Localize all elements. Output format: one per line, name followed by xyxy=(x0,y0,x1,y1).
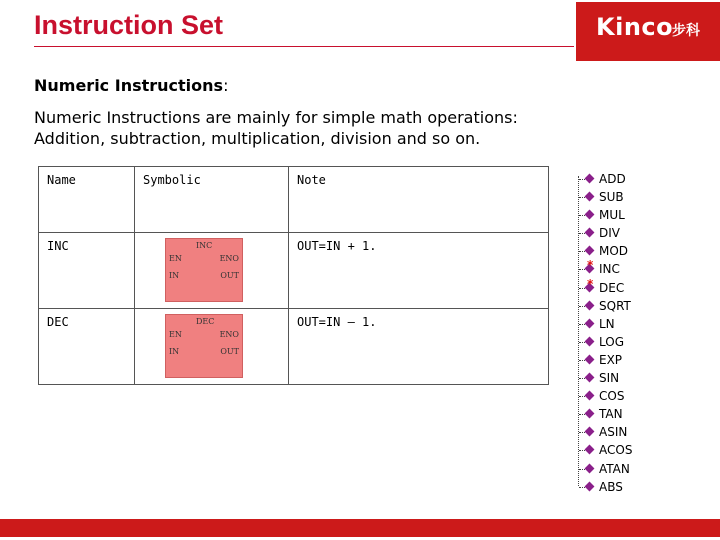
cell-name: INC xyxy=(39,233,135,309)
tree-item-atan[interactable] xyxy=(570,460,690,478)
tree-item-sub[interactable] xyxy=(570,188,690,206)
table-header-row xyxy=(39,167,549,233)
tree-item-label: TAN xyxy=(599,407,623,422)
dec-ladder-block xyxy=(165,314,243,378)
star-marker-icon: * xyxy=(587,276,594,291)
diamond-icon xyxy=(585,373,595,383)
tree-item-label: SIN xyxy=(599,371,620,386)
tree-item-sqrt[interactable] xyxy=(570,297,690,315)
logo-text: Kinco xyxy=(596,13,674,41)
table-row xyxy=(39,309,549,385)
ladder-output-eno: ENO xyxy=(219,254,239,263)
diamond-icon xyxy=(585,445,595,455)
diamond-icon xyxy=(585,228,595,238)
tree-item-log[interactable] xyxy=(570,333,690,351)
ladder-input-en: EN xyxy=(169,254,182,263)
tree-item-label: DIV xyxy=(599,226,620,241)
star-marker-icon: * xyxy=(587,258,594,273)
table-row xyxy=(39,233,549,309)
description-paragraph: Numeric Instructions are mainly for simple math operations: Addition, subtraction, multiplication, division and so on. xyxy=(34,108,518,148)
tree-item-asin[interactable] xyxy=(570,423,690,441)
tree-item-label: ASIN xyxy=(599,425,628,440)
ladder-input-in: IN xyxy=(169,271,180,280)
diamond-icon xyxy=(585,210,595,220)
cell-note: OUT=IN – 1. xyxy=(289,309,549,385)
instruction-table xyxy=(38,166,549,385)
cell-name: DEC xyxy=(39,309,135,385)
ladder-output-eno: ENO xyxy=(219,330,239,339)
diamond-icon xyxy=(585,174,595,184)
ladder-block-title: DEC xyxy=(196,317,215,326)
inc-ladder-block xyxy=(165,238,243,302)
diamond-icon xyxy=(585,481,595,491)
tree-item-label: ACOS xyxy=(599,443,633,458)
tree-item-label: SUB xyxy=(599,190,624,205)
tree-item-label: MOD xyxy=(599,244,629,259)
diamond-icon xyxy=(585,409,595,419)
tree-item-sin[interactable] xyxy=(570,369,690,387)
tree-item-abs[interactable] xyxy=(570,478,690,496)
tree-item-label: ABS xyxy=(599,479,623,494)
tree-item-exp[interactable] xyxy=(570,351,690,369)
tree-item-label: ADD xyxy=(599,172,626,186)
instruction-tree xyxy=(570,170,690,496)
header-name: Name xyxy=(39,167,135,233)
cell-note: OUT=IN + 1. xyxy=(289,233,549,309)
cell-symbol xyxy=(135,309,289,385)
ladder-input-in: IN xyxy=(169,347,180,356)
section-heading-text: Numeric Instructions xyxy=(34,76,224,95)
diamond-icon xyxy=(585,463,595,473)
diamond-icon xyxy=(585,427,595,437)
diamond-icon xyxy=(585,336,595,346)
section-heading xyxy=(34,76,228,95)
diamond-icon xyxy=(585,354,595,364)
tree-item-label: MUL xyxy=(599,208,625,223)
diamond-icon xyxy=(585,318,595,328)
page-title: Instruction Set xyxy=(34,10,224,40)
tree-item-cos[interactable] xyxy=(570,387,690,405)
diamond-icon xyxy=(585,192,595,202)
tree-item-ln[interactable] xyxy=(570,315,690,333)
diamond-icon xyxy=(585,391,595,401)
ladder-block-title: INC xyxy=(196,241,213,250)
title-divider xyxy=(34,46,574,47)
tree-item-mul[interactable] xyxy=(570,206,690,224)
tree-item-dec[interactable] xyxy=(570,276,690,297)
tree-item-label: LN xyxy=(599,316,615,331)
header-symbolic: Symbolic xyxy=(135,167,289,233)
tree-item-div[interactable] xyxy=(570,224,690,242)
diamond-icon xyxy=(585,300,595,310)
tree-item-acos[interactable] xyxy=(570,441,690,459)
tree-item-label: EXP xyxy=(599,352,623,367)
ladder-output-out: OUT xyxy=(220,271,239,280)
footer-bar xyxy=(0,519,720,537)
tree-item-label: ATAN xyxy=(599,461,630,476)
tree-item-label: SQRT xyxy=(599,298,631,313)
logo-chinese-text: 步科 xyxy=(672,23,700,39)
header-note: Note xyxy=(289,167,549,233)
section-heading-colon: : xyxy=(223,76,229,95)
tree-item-label: COS xyxy=(599,389,625,404)
tree-item-tan[interactable] xyxy=(570,405,690,423)
ladder-input-en: EN xyxy=(169,330,182,339)
tree-item-label: INC xyxy=(599,262,620,277)
ladder-output-out: OUT xyxy=(220,347,239,356)
tree-item-add[interactable] xyxy=(570,170,690,188)
cell-symbol xyxy=(135,233,289,309)
tree-item-label: LOG xyxy=(599,334,625,349)
diamond-icon xyxy=(585,246,595,256)
tree-item-label: DEC xyxy=(599,280,625,295)
